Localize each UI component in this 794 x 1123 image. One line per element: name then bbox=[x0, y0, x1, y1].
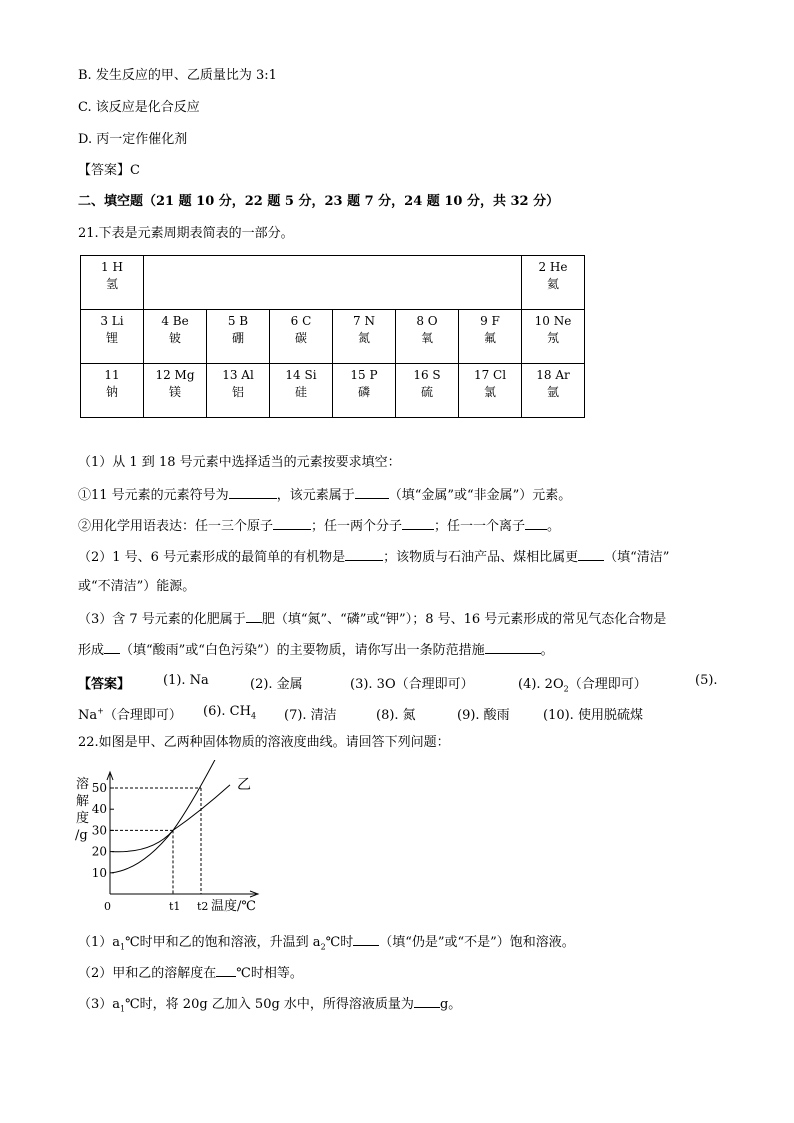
q21-intro: 21.下表是元素周期表简表的一部分。 bbox=[78, 226, 294, 241]
q21-p2: （2）1 号、6 号元素形成的最简单的有机物是 ；该物质与石油产品、煤相比属更 （填“清洁” bbox=[78, 550, 670, 565]
periodic-table bbox=[80, 255, 585, 418]
answer-q21: 【答案】 (1). Na (2). 金属 (3). 3O（合理即可） (4). $2O_2$（合理即可） (5). Na+（合理即可） (6). $CH_4$ (7). 清洁 (8). 氮 (9). 酸雨 (10). 使用脱硫煤 bbox=[78, 673, 718, 723]
y-axis-label: 溶 bbox=[76, 777, 90, 792]
q22-intro: 22.如图是甲、乙两种固体物质的溶液度曲线。请回答下列问题： bbox=[78, 735, 450, 750]
option-b: B. 发生反应的甲、乙质量比为 3:1 bbox=[78, 68, 277, 83]
answer-blank[interactable] bbox=[525, 517, 547, 530]
element-cell: 1 H 氢 bbox=[81, 256, 144, 310]
q22-p3: $(3)a_1℃$时，将 20g 乙加入 50g 水中，所得溶液质量为 g。 bbox=[78, 997, 462, 1014]
answer-blank[interactable] bbox=[485, 641, 541, 654]
answer-blank[interactable] bbox=[414, 995, 440, 1008]
q22-p2: （2）甲和乙的溶解度在 ℃时相等。 bbox=[78, 966, 303, 981]
answer-blank[interactable] bbox=[246, 610, 262, 623]
q21-p2-cont: 或“不清洁”）能源。 bbox=[78, 579, 196, 594]
series-label-yi: 乙 bbox=[237, 776, 251, 793]
answer-q20: 【答案】C bbox=[78, 163, 140, 178]
element-cell: 5 B 硼 bbox=[207, 310, 270, 364]
answer-blank[interactable] bbox=[353, 933, 379, 946]
element-cell: 9 F 氟 bbox=[459, 310, 522, 364]
element-cell: 7 N 氮 bbox=[333, 310, 396, 364]
y-tick-label: 50 bbox=[91, 781, 107, 795]
solubility-chart bbox=[70, 760, 270, 920]
element-cell: 2 He 氦 bbox=[522, 256, 585, 310]
empty-cell bbox=[144, 256, 522, 310]
series-line-yi bbox=[112, 785, 230, 873]
q22-p1: $(1)a_1℃$时甲和乙的饱和溶液，升温到 $a_2℃$时 （填“仍是”或“不是”）饱和溶液。 bbox=[78, 935, 575, 952]
element-cell: 11 钠 bbox=[81, 364, 144, 418]
series-line-jia bbox=[112, 760, 218, 852]
y-tick-label: 20 bbox=[91, 844, 107, 859]
element-cell: 14 Si 硅 bbox=[270, 364, 333, 418]
y-tick-label: 30 bbox=[91, 823, 107, 838]
element-cell: 16 S 硫 bbox=[396, 364, 459, 418]
answer-blank[interactable] bbox=[229, 486, 277, 499]
element-cell: 12 Mg 镁 bbox=[144, 364, 207, 418]
q21-p1a: ①11 号元素的元素符号为 ，该元素属于 （填“金属”或“非金属”）元素。 bbox=[78, 488, 572, 503]
y-axis-label: 度 bbox=[76, 811, 90, 826]
element-cell: 6 C 碳 bbox=[270, 310, 333, 364]
y-tick-label: 40 bbox=[91, 802, 107, 817]
answer-blank[interactable] bbox=[402, 517, 434, 530]
element-cell: 13 Al 铝 bbox=[207, 364, 270, 418]
q21-p3: （3）含 7 号元素的化肥属于 肥（填“氮”、“磷”或“钾”）；8 号、16 号元素形成的常见气态化合物是 bbox=[78, 612, 667, 627]
x-tick-label: t1 bbox=[169, 900, 181, 913]
q21-p3-cont: 形成 （填“酸雨”或“白色污染”）的主要物质，请你写出一条防范措施 。 bbox=[78, 643, 554, 658]
element-cell: 3 Li 锂 bbox=[81, 310, 144, 364]
answer-blank[interactable] bbox=[578, 548, 604, 561]
element-cell: 17 Cl 氯 bbox=[459, 364, 522, 418]
element-cell: 18 Ar 氩 bbox=[522, 364, 585, 418]
element-cell: 4 Be 铍 bbox=[144, 310, 207, 364]
y-axis-label: /g bbox=[75, 828, 88, 843]
y-axis-label: 解 bbox=[76, 794, 90, 809]
x-axis-label: 温度/℃ bbox=[211, 899, 256, 914]
section-title: 二、填空题（21 题 10 分，22 题 5 分，23 题 7 分，24 题 10 分，共 32 分） bbox=[78, 194, 560, 209]
answer-blank[interactable] bbox=[104, 641, 120, 654]
origin-label: 0 bbox=[104, 900, 111, 913]
y-tick-label: 10 bbox=[91, 865, 107, 880]
x-tick-label: t2 bbox=[197, 900, 209, 913]
option-c: C. 该反应是化合反应 bbox=[78, 100, 200, 115]
option-d: D. 丙一定作催化剂 bbox=[78, 132, 188, 147]
answer-blank[interactable] bbox=[345, 548, 383, 561]
element-cell: 10 Ne 氖 bbox=[522, 310, 585, 364]
element-cell: 15 P 磷 bbox=[333, 364, 396, 418]
answer-blank[interactable] bbox=[216, 964, 236, 977]
element-cell: 8 O 氧 bbox=[396, 310, 459, 364]
q21-p1: （1）从 1 到 18 号元素中选择适当的元素按要求填空： bbox=[78, 455, 401, 470]
q21-p1b: ②用化学用语表达：任一三个原子 ；任一两个分子 ；任一一个离子 。 bbox=[78, 519, 561, 534]
answer-blank[interactable] bbox=[273, 517, 311, 530]
answer-blank[interactable] bbox=[355, 486, 389, 499]
